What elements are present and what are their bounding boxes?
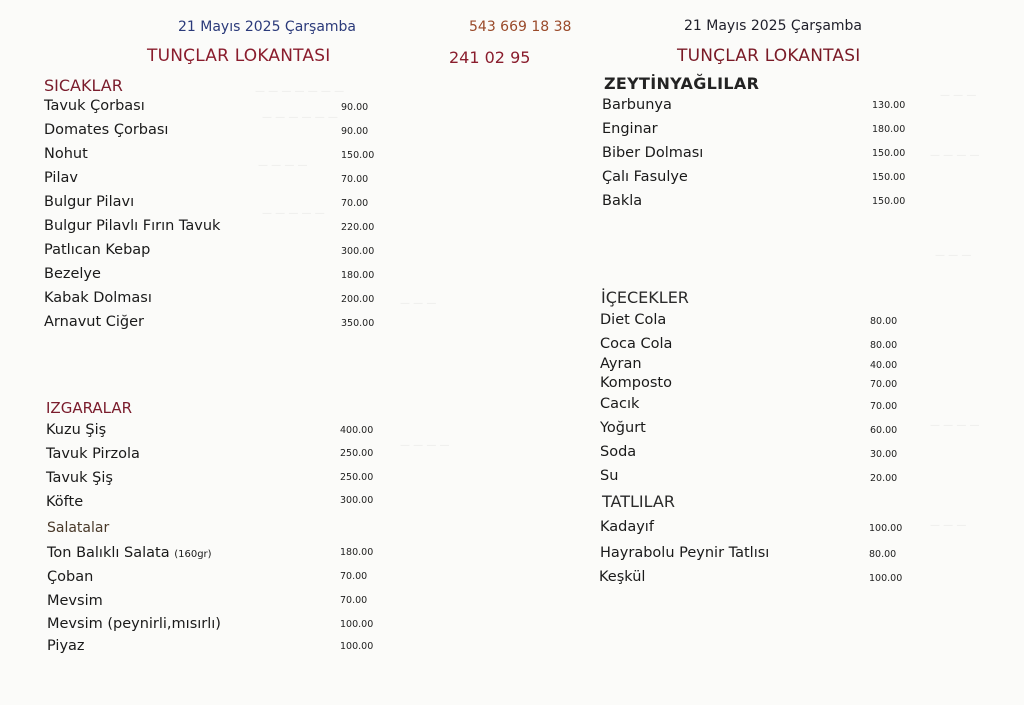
menu-item-name: Kabak Dolması: [44, 290, 152, 306]
menu-item-price: 20.00: [870, 473, 898, 484]
menu-item-name: Patlıcan Kebap: [44, 242, 151, 258]
menu-item-price: 70.00: [341, 174, 369, 185]
menu-item-price: 70.00: [341, 198, 369, 209]
menu-item-name: Çoban: [47, 569, 94, 585]
menu-item-price: 80.00: [870, 316, 898, 327]
category-sicaklar-title: SICAKLAR: [44, 76, 123, 95]
menu-item-price: 70.00: [340, 595, 368, 606]
menu-item-name: Ayran: [600, 356, 642, 372]
menu-item-name: Çalı Fasulye: [602, 169, 688, 185]
menu-item-price: 70.00: [340, 571, 368, 582]
category-izgaralar-title: IZGARALAR: [46, 399, 133, 417]
restaurant-name-right: TUNÇLAR LOKANTASI: [677, 46, 861, 66]
menu-item-name: Coca Cola: [600, 336, 673, 352]
menu-item-price: 70.00: [870, 401, 898, 412]
menu-item-price: 220.00: [341, 222, 375, 233]
menu-item-name: Cacık: [600, 396, 640, 412]
menu-item-name: Tavuk Çorbası: [44, 98, 145, 114]
menu-item-name: Pilav: [44, 170, 78, 186]
menu-item-name: Ton Balıklı Salata (160gr): [47, 545, 212, 561]
menu-item-name: Arnavut Ciğer: [44, 314, 145, 330]
menu-item-name: Soda: [600, 444, 637, 460]
menu-item-price: 70.00: [870, 379, 898, 390]
menu-item-name: Biber Dolması: [602, 145, 704, 161]
menu-item-price: 90.00: [341, 102, 369, 113]
menu-item-price: 250.00: [340, 472, 374, 483]
menu-item-price: 150.00: [872, 196, 906, 207]
menu-item-price: 40.00: [870, 360, 898, 371]
menu-item-price: 100.00: [869, 573, 903, 584]
category-salatalar-title: Salatalar: [47, 520, 110, 536]
menu-item-price: 100.00: [340, 641, 374, 652]
date-left: 21 Mayıs 2025 Çarşamba: [178, 19, 357, 35]
menu-item-name: Bulgur Pilavlı Fırın Tavuk: [44, 218, 221, 234]
category-zeytinyaglilar-title: ZEYTİNYAĞLILAR: [604, 74, 760, 93]
menu-item-name: Enginar: [602, 121, 658, 137]
category-icecekler-title: İÇECEKLER: [601, 288, 689, 307]
portion-note: (160gr): [174, 549, 212, 560]
menu-item-price: 300.00: [340, 495, 374, 506]
menu-item-name: Kadayıf: [600, 519, 654, 535]
menu-item-price: 350.00: [341, 318, 375, 329]
menu-item-name: Mevsim: [47, 593, 103, 609]
menu-item-name: Bakla: [602, 193, 643, 209]
menu-item-price: 130.00: [872, 100, 906, 111]
menu-item-name: Tavuk Pirzola: [46, 446, 140, 462]
phone-mobile: 543 669 18 38: [469, 19, 572, 35]
menu-item-price: 80.00: [869, 549, 897, 560]
menu-item-name: Piyaz: [47, 638, 85, 654]
menu-item-name: Yoğurt: [600, 420, 646, 436]
menu-item-price: 180.00: [341, 270, 375, 281]
menu-item-name: Barbunya: [602, 97, 672, 113]
restaurant-name-left: TUNÇLAR LOKANTASI: [147, 46, 331, 66]
menu-item-price: 150.00: [341, 150, 375, 161]
category-tatlilar-title: TATLILAR: [602, 492, 675, 511]
menu-item-name: Diet Cola: [600, 312, 667, 328]
menu-item-name: Domates Çorbası: [44, 122, 169, 138]
menu-item-price: 200.00: [341, 294, 375, 305]
menu-item-price: 100.00: [869, 523, 903, 534]
phone-landline: 241 02 95: [449, 48, 531, 67]
menu-item-name: Hayrabolu Peynir Tatlısı: [600, 545, 770, 561]
menu-item-name: Su: [600, 468, 619, 484]
menu-item-name: Nohut: [44, 146, 88, 162]
menu-page: — — — — — — — — — — — — — — — — — — — — — — — — — — — — — — — — — — — — — — — — — — — — — — 21 Mayıs 2025 Çarşamba TUNÇLAR LOKANTASI 543 669 18 38 241 02 95 21 Mayıs 2025 Çarşamba TUNÇLAR LOKANTASI SICAKLAR Tavuk Çorbası 90.00 Domates Çorbası 90.00 Nohut 150.00 Pilav 70.00 Bulgur Pilavı 70.00 Bulgur Pilavlı Fırın Tavuk 220.00 Patlıcan Kebap 300.00 Bezelye 180.00 Kabak Dolması 200.00 Arnavut Ciğer 350.00 IZGARALAR Kuzu Şiş 400.00 Tavuk Pirzola 250.00 Tavuk Şiş 250.00 Köfte 300.00 Salatalar Ton Balıklı Salata (160gr) 180.00 Çoban 70.00 Mevsim 70.00 Mevsim (peynirli,mısırlı) 100.00 Piyaz 100.00 ZEYTİNYAĞLILAR Barbunya 130.00 Enginar 180.00 Biber Dolması 150.00 Çalı Fasulye 150.00 Bakla 150.00 İÇECEKLER Diet Cola 80.00 Coca Cola 80.00 Ayran 40.00 Komposto 70.00 Cacık 70.00 Yoğurt 60.00 Soda 30.00 Su 20.00 TATLILAR Kadayıf 100.00 Hayrabolu Peynir Tatlısı 80.00 Keşkül 100.00: [44, 18, 980, 654]
menu-item-price: 180.00: [872, 124, 906, 135]
menu-item-price: 30.00: [870, 449, 898, 460]
menu-item-price: 90.00: [341, 126, 369, 137]
menu-item-price: 150.00: [872, 148, 906, 159]
menu-item-price: 300.00: [341, 246, 375, 257]
menu-item-price: 150.00: [872, 172, 906, 183]
menu-item-name: Köfte: [46, 494, 84, 510]
date-right: 21 Mayıs 2025 Çarşamba: [684, 18, 863, 34]
menu-item-price: 400.00: [340, 425, 374, 436]
menu-item-name: Tavuk Şiş: [46, 470, 113, 486]
menu-item-name: Kuzu Şiş: [46, 422, 107, 438]
menu-item-price: 100.00: [340, 619, 374, 630]
menu-item-name: Komposto: [600, 375, 672, 391]
menu-item-price: 60.00: [870, 425, 898, 436]
menu-item-name: Bulgur Pilavı: [44, 194, 135, 210]
menu-item-name: Mevsim (peynirli,mısırlı): [47, 616, 221, 632]
menu-item-price: 180.00: [340, 547, 374, 558]
menu-item-name: Bezelye: [44, 266, 101, 282]
menu-item-price: 80.00: [870, 340, 898, 351]
menu-item-name: Keşkül: [599, 569, 646, 585]
menu-item-price: 250.00: [340, 448, 374, 459]
